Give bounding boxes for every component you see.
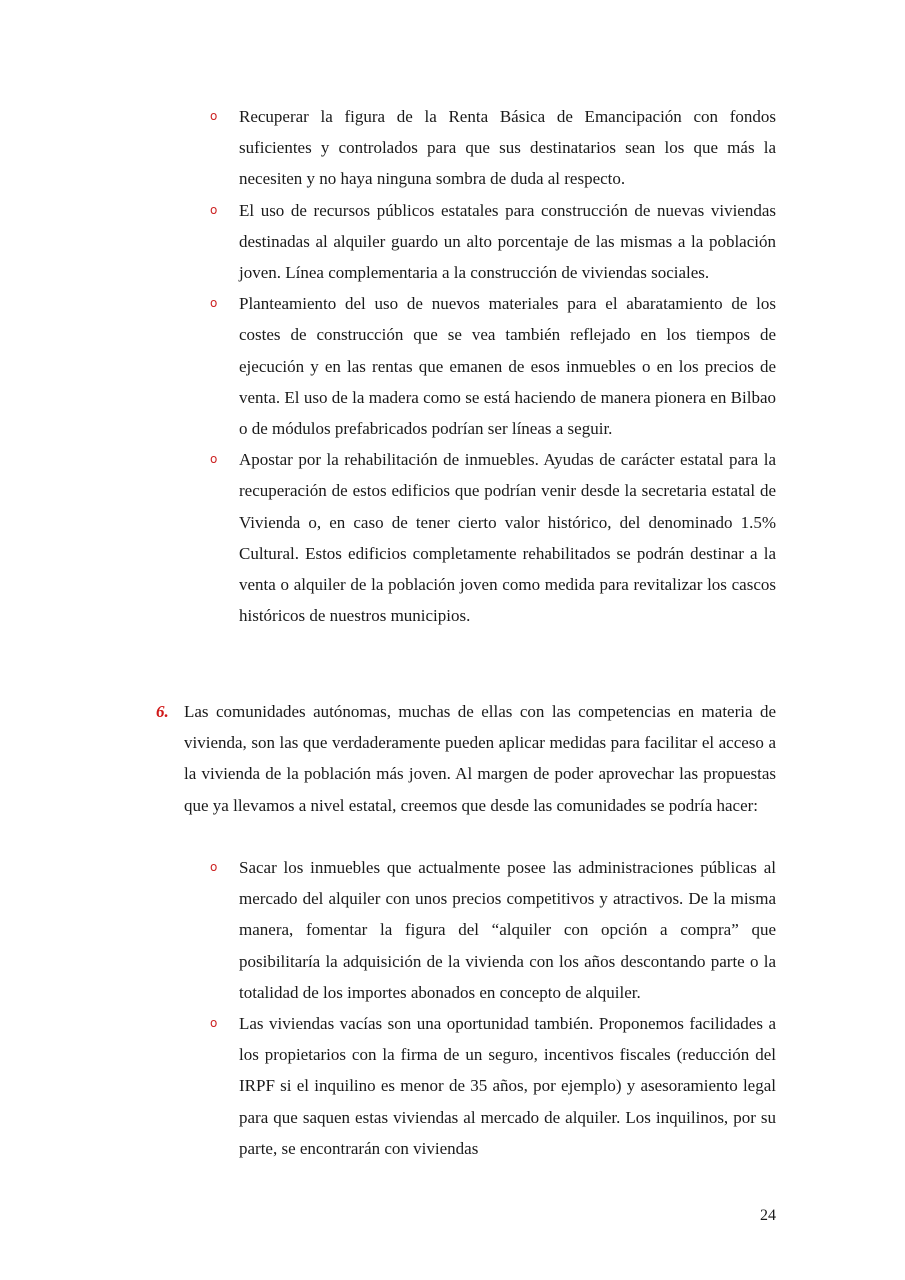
list-item <box>210 195 776 289</box>
numbered-point-6 <box>156 696 776 821</box>
hollow-circle-bullet-icon: o <box>210 296 218 311</box>
list-item-text: Apostar por la rehabilitación de inmuebles. Ayudas de carácter estatal para la recuperación de estos edificios que podrían venir desde la secretaria estatal de Vivienda o, en caso de tener cierto valor histórico, del denominado 1.5% Cultural. Estos edificios completamente rehabilitados se podrán destinar a la venta o alquiler de la población joven como medida para revitalizar los cascos históricos de nuestros municipios. <box>239 450 776 626</box>
list-item <box>210 1008 776 1164</box>
sub-list-regional-measures <box>210 852 776 1164</box>
point-text: Las comunidades autónomas, muchas de ellas con las competencias en materia de vivienda, son las que verdaderamente pueden aplicar medidas para facilitar el acceso a la vivienda de la población más joven. Al margen de poder aprovechar las propuestas que ya llevamos a nivel estatal, creemos que desde las comunidades se podría hacer: <box>184 702 776 815</box>
sub-list-housing-measures <box>210 101 776 631</box>
hollow-circle-bullet-icon: o <box>210 452 218 467</box>
hollow-circle-bullet-icon: o <box>210 860 218 874</box>
list-item-text: Recuperar la figura de la Renta Básica de Emancipación con fondos suficientes y controlados para que sus destinatarios sean los que más la necesiten y no haya ninguna sombra de duda al respecto. <box>239 107 776 189</box>
list-item <box>210 852 776 1008</box>
hollow-circle-bullet-icon: o <box>210 202 218 217</box>
list-item-text: Planteamiento del uso de nuevos materiales para el abaratamiento de los costes de construcción que se vea también reflejado en los tiempos de ejecución y en las rentas que emanen de esos inmuebles o en los precios de venta. El uso de la madera como se está haciendo de manera pionera en Bilbao o de módulos prefabricados podrían ser líneas a seguir. <box>239 294 776 439</box>
list-item-text: Sacar los inmuebles que actualmente posee las administraciones públicas al mercado del alquiler con unos precios competitivos y atractivos. De la misma manera, fomentar la figura del “alquiler con opción a compra” que posibilitaría la adquisición de la vivienda con los años descontando parte o la totalidad de los importes abonados en concepto de alquiler. <box>239 858 776 1002</box>
list-item-text: Las viviendas vacías son una oportunidad también. Proponemos facilidades a los propietarios con la firma de un seguro, incentivos fiscales (reducción del IRPF si el inquilino es menor de 35 años, por ejemplo) y asesoramiento legal para que saquen estas viviendas al mercado de alquiler. Los inquilinos, por su parte, se encontrarán con viviendas <box>239 1014 776 1158</box>
hollow-circle-bullet-icon: o <box>210 1016 218 1031</box>
list-item-text: El uso de recursos públicos estatales para construcción de nuevas viviendas destinadas al alquiler guardo un alto porcentaje de las mismas a la población joven. Línea complementaria a la construcción de viviendas sociales. <box>239 200 776 283</box>
point-number: 6. <box>156 702 169 721</box>
list-item <box>210 101 776 195</box>
page-number: 24 <box>760 1207 776 1224</box>
list-item <box>210 288 776 444</box>
list-item <box>210 444 776 631</box>
hollow-circle-bullet-icon: o <box>210 109 218 123</box>
